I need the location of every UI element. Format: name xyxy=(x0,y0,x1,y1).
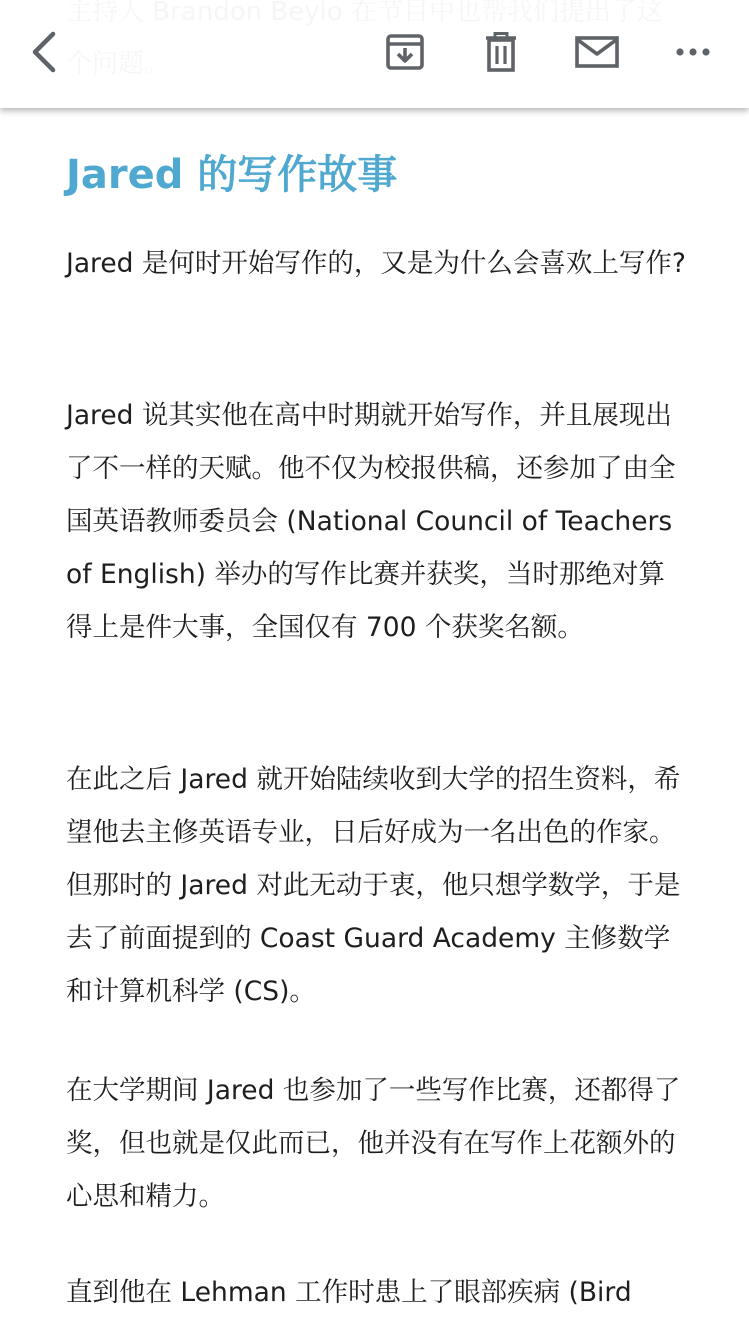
paragraph: Jared 说其实他在高中时期就开始写作，并且展现出了不一样的天赋。他不仅为校报供稿，还参加了由全国英语教师委员会 (National Council of Teachers of English) 举办的写作比赛并获奖，当时那绝对算得上是件大事，全国仅有 700 个获奖名额。 xyxy=(66,400,676,643)
section-heading: Jared 的写作故事 xyxy=(66,152,398,198)
back-button[interactable] xyxy=(16,24,72,80)
paragraph: 在大学期间 Jared 也参加了一些写作比赛，还都得了奖，但也就是仅此而已，他并没有在写作上花额外的心思和精力。 xyxy=(66,1075,681,1212)
mark-unread-button[interactable] xyxy=(569,24,625,80)
back-chevron-icon xyxy=(29,30,59,74)
trash-icon xyxy=(484,32,518,72)
paragraph: 在此之后 Jared 就开始陆续收到大学的招生资料，希望他去主修英语专业，日后好成为一名出色的作家。但那时的 Jared 对此无动于衷，他只想学数学，于是去了前面提到的 Coast Guard Academy 主修数学和计算机科学 (CS)。 xyxy=(66,764,681,1007)
top-toolbar xyxy=(0,0,749,108)
more-icon xyxy=(675,47,711,57)
archive-icon xyxy=(385,33,425,71)
archive-button[interactable] xyxy=(377,24,433,80)
more-button[interactable] xyxy=(665,24,721,80)
delete-button[interactable] xyxy=(473,24,529,80)
paragraph: Jared 是何时开始写作的，又是为什么会喜欢上写作? xyxy=(66,248,686,279)
mail-icon xyxy=(575,36,619,68)
paragraph: 直到他在 Lehman 工作时患上了眼部疾病 (Bird xyxy=(66,1277,632,1308)
